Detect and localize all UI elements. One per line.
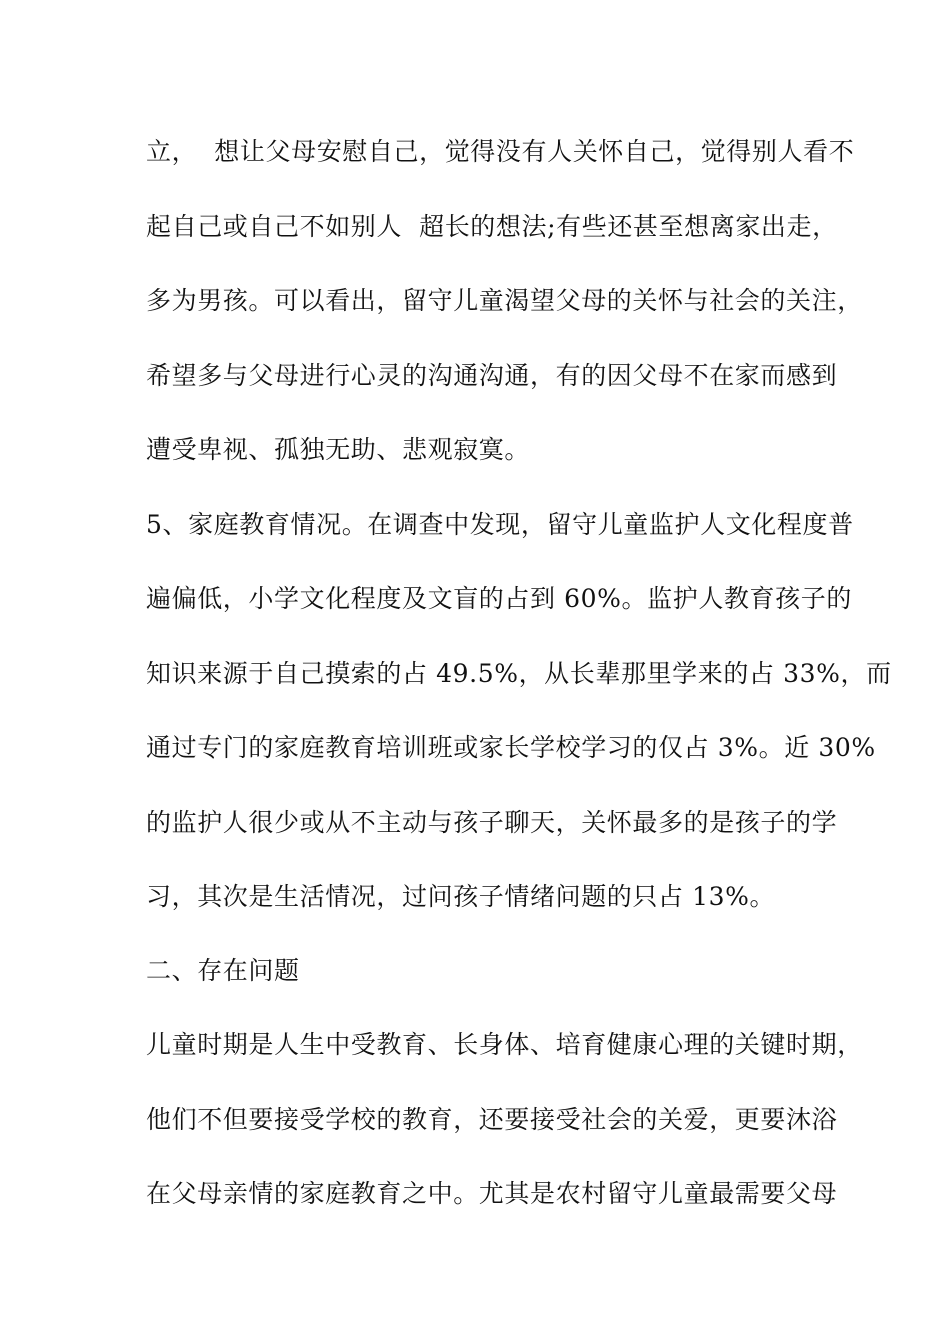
text-line: 他们不但要接受学校的教育，还要接受社会的关爱，更要沐浴 [146, 1105, 838, 1134]
text-line: 遭受卑视、孤独无助、悲观寂寞。 [146, 435, 531, 464]
text-line: 遍偏低，小学文化程度及文盲的占到 60%。监护人教育孩子的 [146, 584, 852, 613]
text-line: 希望多与父母进行心灵的沟通沟通，有的因父母不在家而感到 [146, 361, 838, 390]
text-line: 多为男孩。可以看出，留守儿童渴望父母的关怀与社会的关注， [146, 286, 863, 315]
text-line: 在父母亲情的家庭教育之中。尤其是农村留守儿童最需要父母 [146, 1179, 838, 1208]
text-line: 起自己或自己不如别人 超长的想法;有些还甚至想离家出走， [146, 212, 838, 241]
text-line: 知识来源于自己摸索的占 49.5%，从长辈那里学来的占 33%，而 [146, 659, 892, 688]
text-line: 立， 想让父母安慰自己，觉得没有人关怀自己，觉得别人看不 [146, 137, 855, 166]
text-line: 5、家庭教育情况。在调查中发现，留守儿童监护人文化程度普 [146, 510, 854, 539]
text-line: 的监护人很少或从不主动与孩子聊天，关怀最多的是孩子的学 [146, 808, 838, 837]
text-line: 儿童时期是人生中受教育、长身体、培育健康心理的关键时期， [146, 1030, 863, 1059]
text-line: 习，其次是生活情况，过问孩子情绪问题的只占 13%。 [146, 882, 776, 911]
section-heading: 二、存在问题 [146, 956, 300, 985]
text-line: 通过专门的家庭教育培训班或家长学校学习的仅占 3%。近 30% [146, 733, 876, 762]
